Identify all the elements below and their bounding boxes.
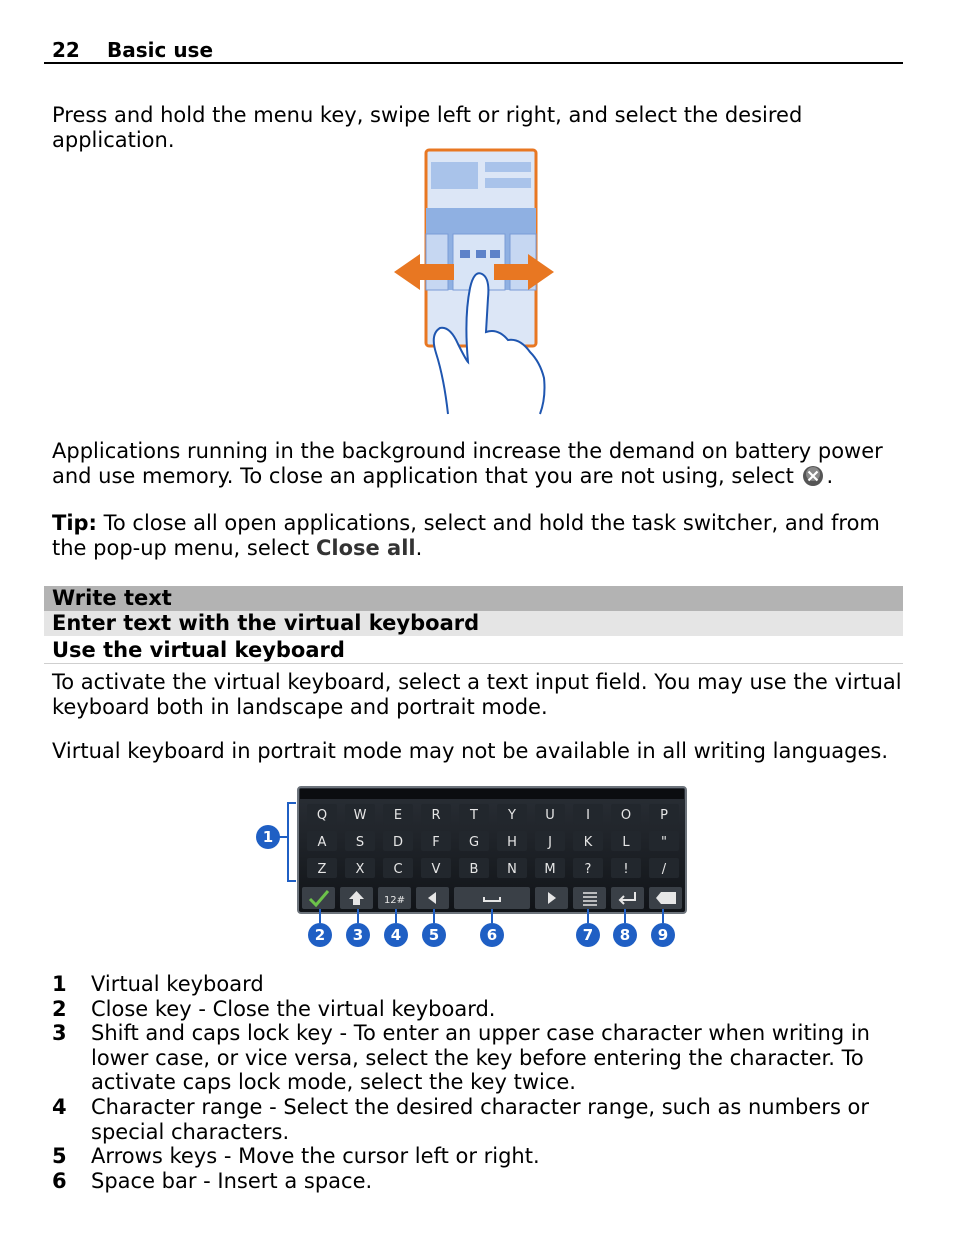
close-app-icon	[800, 466, 826, 486]
enter-key	[611, 887, 644, 909]
section-heading-write-text: Write text	[44, 586, 903, 611]
close-all-command: Close all	[315, 536, 416, 560]
callout-number: 1	[262, 828, 274, 846]
callout-number: 7	[582, 926, 594, 944]
list-item	[52, 1144, 902, 1169]
callout-number: 8	[619, 926, 631, 944]
tip-paragraph: Tip: To close all open applications, select and hold the task switcher, and from the pop-up menu, select Close all.	[52, 511, 880, 560]
keyboard-key-label: "	[661, 835, 667, 850]
portrait-mode-paragraph: Virtual keyboard in portrait mode may not be available in all writing languages.	[52, 739, 889, 763]
list-item-text: Close key - Close the virtual keyboard.	[91, 996, 496, 1021]
keyboard-key-label: L	[622, 835, 630, 850]
keyboard-key-label: ?	[584, 862, 592, 877]
virtual-keyboard-illustration	[252, 785, 692, 953]
keyboard-parts-list	[52, 972, 902, 1193]
activate-keyboard-paragraph: To activate the virtual keyboard, select a text input field. You may use the virtual keyboard both in landscape and portrait mode.	[52, 670, 902, 719]
keyboard-key-label: Z	[317, 862, 327, 877]
keyboard-key-label: Y	[508, 808, 516, 823]
keyboard-key-label: N	[507, 862, 517, 877]
list-item-text: Space bar - Insert a space.	[91, 1168, 373, 1193]
list-item-text: Arrows keys - Move the cursor left or right.	[91, 1144, 540, 1169]
keyboard-key-label: J	[548, 835, 552, 850]
close-key	[302, 887, 335, 909]
list-item-text: Shift and caps lock key - To enter an upper case character when writing in lower case, or vice versa, select the key before entering the character. To activate caps lock mode, select the key twice.	[91, 1021, 870, 1095]
list-item	[52, 1021, 902, 1095]
callout-number: 2	[314, 926, 326, 944]
keyboard-key-label: E	[393, 808, 403, 823]
list-item-number: 6	[52, 1168, 67, 1193]
keyboard-key-label: X	[355, 862, 365, 877]
subsection-heading-virtual-keyboard: Enter text with the virtual keyboard	[44, 611, 903, 636]
list-item-text: Character range - Select the desired character range, such as numbers or special characters.	[91, 1094, 870, 1144]
callout-number: 3	[352, 926, 364, 944]
list-item-number: 1	[52, 972, 67, 996]
keyboard-key-label: /	[661, 862, 667, 877]
keyboard-key-label: V	[431, 862, 441, 877]
list-item-number: 2	[52, 996, 67, 1021]
keyboard-key-label: C	[393, 862, 403, 877]
keyboard-key-label: B	[469, 862, 479, 877]
list-item	[52, 1169, 902, 1194]
callout-number: 4	[390, 926, 402, 944]
list-item-number: 4	[52, 1094, 67, 1119]
keyboard-key-label: I	[586, 808, 590, 823]
character-range-label: 12#	[383, 895, 406, 906]
keyboard-key-label: T	[470, 808, 478, 823]
keyboard-key-label: R	[431, 808, 441, 823]
keyboard-key-label: G	[468, 835, 480, 850]
keyboard-key-label: P	[660, 808, 668, 823]
task-switcher-illustration	[390, 148, 560, 416]
callout-number: 5	[428, 926, 440, 944]
keyboard-key-label: Q	[316, 808, 328, 823]
keyboard-key-label: F	[432, 835, 440, 850]
list-item	[52, 997, 902, 1022]
keyboard-key-label: M	[544, 862, 556, 877]
keyboard-key-label: !	[623, 862, 629, 877]
space-bar	[454, 887, 530, 909]
keyboard-key-label: H	[507, 835, 517, 850]
list-item-number: 5	[52, 1144, 67, 1169]
keyboard-bottom-row	[302, 887, 682, 909]
list-item-text: Virtual keyboard	[91, 972, 264, 996]
page-header	[44, 36, 903, 64]
keyboard-key-label: K	[583, 835, 593, 850]
keyboard-key-label: A	[317, 835, 327, 850]
callout-number: 6	[486, 926, 498, 944]
callout-number: 9	[657, 926, 669, 944]
keyboard-key-label: D	[392, 835, 404, 850]
keyboard-key-label: O	[620, 808, 632, 823]
page-header-title: Basic use	[107, 38, 214, 62]
intro-paragraph: Press and hold the menu key, swipe left or right, and select the desired application.	[52, 103, 803, 152]
page-number: 22	[52, 38, 80, 62]
list-item	[52, 1095, 902, 1144]
background-apps-paragraph: Applications running in the background increase the demand on battery power and use memory. To close an application that you are not using, select .	[52, 439, 883, 488]
keyboard-key-label: W	[353, 808, 367, 823]
list-item-number: 3	[52, 1021, 67, 1046]
list-item	[52, 972, 902, 997]
keyboard-key-label: S	[355, 835, 365, 850]
keyboard-key-label: U	[545, 808, 555, 823]
subsubsection-heading-use-keyboard: Use the virtual keyboard	[44, 638, 903, 664]
